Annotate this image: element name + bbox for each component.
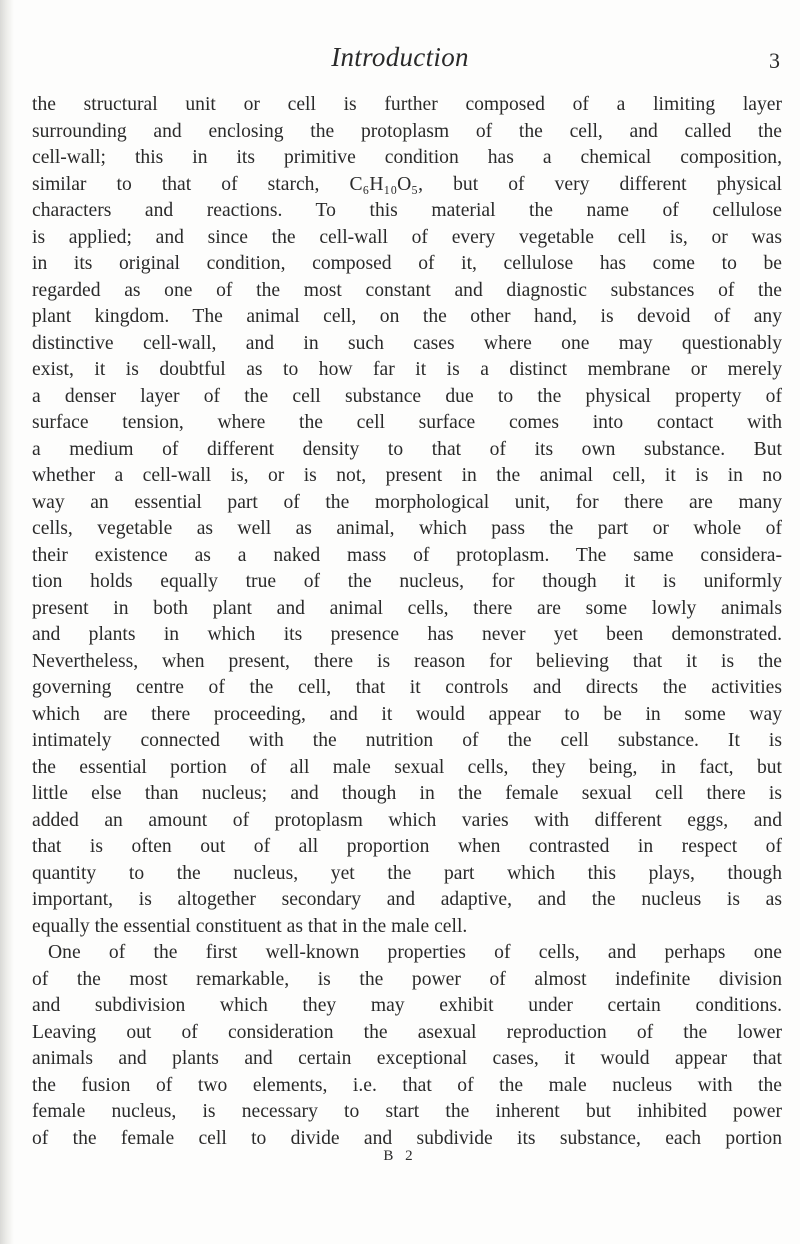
text-line: Leaving out of consideration the asexual reproduction of the lower (32, 1021, 782, 1043)
text-line: important, is altogether secondary and adaptive, and the nucleus is as (32, 889, 782, 910)
text-line: is applied; and since the cell-wall of every vegetable cell is, or was (32, 226, 782, 248)
text-line: One of the first well-known properties of cells, and perhaps one (48, 942, 782, 963)
text-line: whether a cell-wall is, or is not, present in the animal cell, it is in no (32, 465, 782, 486)
spine-shadow (0, 0, 14, 1244)
printer-signature-mark: B 2 (383, 1148, 417, 1164)
text-line: and subdivision which they may exhibit under certain conditions. (32, 995, 782, 1016)
text-line: a denser layer of the cell substance due to the physical property of (32, 385, 782, 407)
text-line: the structural unit or cell is further composed of a limiting layer (32, 94, 782, 115)
text-line: and plants in which its presence has never yet been demonstrated. (32, 624, 782, 645)
page-number: 3 (769, 48, 780, 73)
text-line: cells, vegetable as well as animal, which pass the part or whole of (32, 518, 782, 539)
text-line: surface tension, where the cell surface comes into contact with (32, 412, 782, 433)
text-line: in its original condition, composed of it, cellulose has come to be (32, 253, 782, 274)
text-line: female nucleus, is necessary to start the inherent but inhibited power (32, 1101, 782, 1122)
text-line: animals and plants and certain exceptional cases, it would appear that (32, 1048, 782, 1069)
text-line: surrounding and enclosing the protoplasm of the cell, and called the (32, 120, 782, 142)
text-line: added an amount of protoplasm which varies with different eggs, and (32, 809, 782, 831)
text-line: equally the essential constituent as that in the male cell. (32, 915, 468, 937)
text-line: a medium of different density to that of its own substance. But (32, 438, 782, 460)
text-line: exist, it is doubtful as to how far it is a distinct membrane or merely (32, 359, 782, 380)
text-line: the essential portion of all male sexual cells, they being, in fact, but (32, 756, 782, 778)
text-line: cell-wall; this in its primitive condition has a chemical composition, (32, 147, 782, 168)
text-line: little else than nucleus; and though in the female sexual cell there is (32, 783, 782, 804)
text-line: the fusion of two elements, i.e. that of the male nucleus with the (32, 1074, 782, 1096)
text-line: plant kingdom. The animal cell, on the other hand, is devoid of any (32, 306, 782, 327)
text-line: tion holds equally true of the nucleus, for though it is uniformly (32, 571, 782, 592)
text-line: quantity to the nucleus, yet the part which this plays, though (32, 862, 782, 884)
page-header (0, 42, 800, 82)
text-line: intimately connected with the nutrition of the cell substance. It is (32, 730, 782, 751)
text-line: distinctive cell-wall, and in such cases where one may questionably (32, 332, 782, 354)
text-line: regarded as one of the most constant and diagnostic substances of the (32, 279, 782, 301)
text-line: present in both plant and animal cells, there are some lowly animals (32, 597, 782, 619)
text-line: way an essential part of the morphological unit, for there are many (32, 491, 782, 513)
text-line: which are there proceeding, and it would appear to be in some way (32, 703, 782, 725)
body-text (32, 92, 782, 1152)
text-line: that is often out of all proportion when contrasted in respect of (32, 836, 782, 857)
text-line: Nevertheless, when present, there is reason for believing that it is the (32, 650, 782, 672)
text-line: their existence as a naked mass of protoplasm. The same considera- (32, 544, 782, 566)
running-title: Introduction (331, 42, 469, 72)
text-line: governing centre of the cell, that it controls and directs the activities (32, 677, 782, 698)
text-line: characters and reactions. To this material the name of cellulose (32, 200, 782, 221)
text-line: similar to that of starch, C₆H₁₀O₅, but of very different physical (32, 173, 782, 195)
text-line: of the most remarkable, is the power of almost indefinite division (32, 968, 782, 990)
text-line: of the female cell to divide and subdivide its substance, each portion (32, 1127, 782, 1149)
